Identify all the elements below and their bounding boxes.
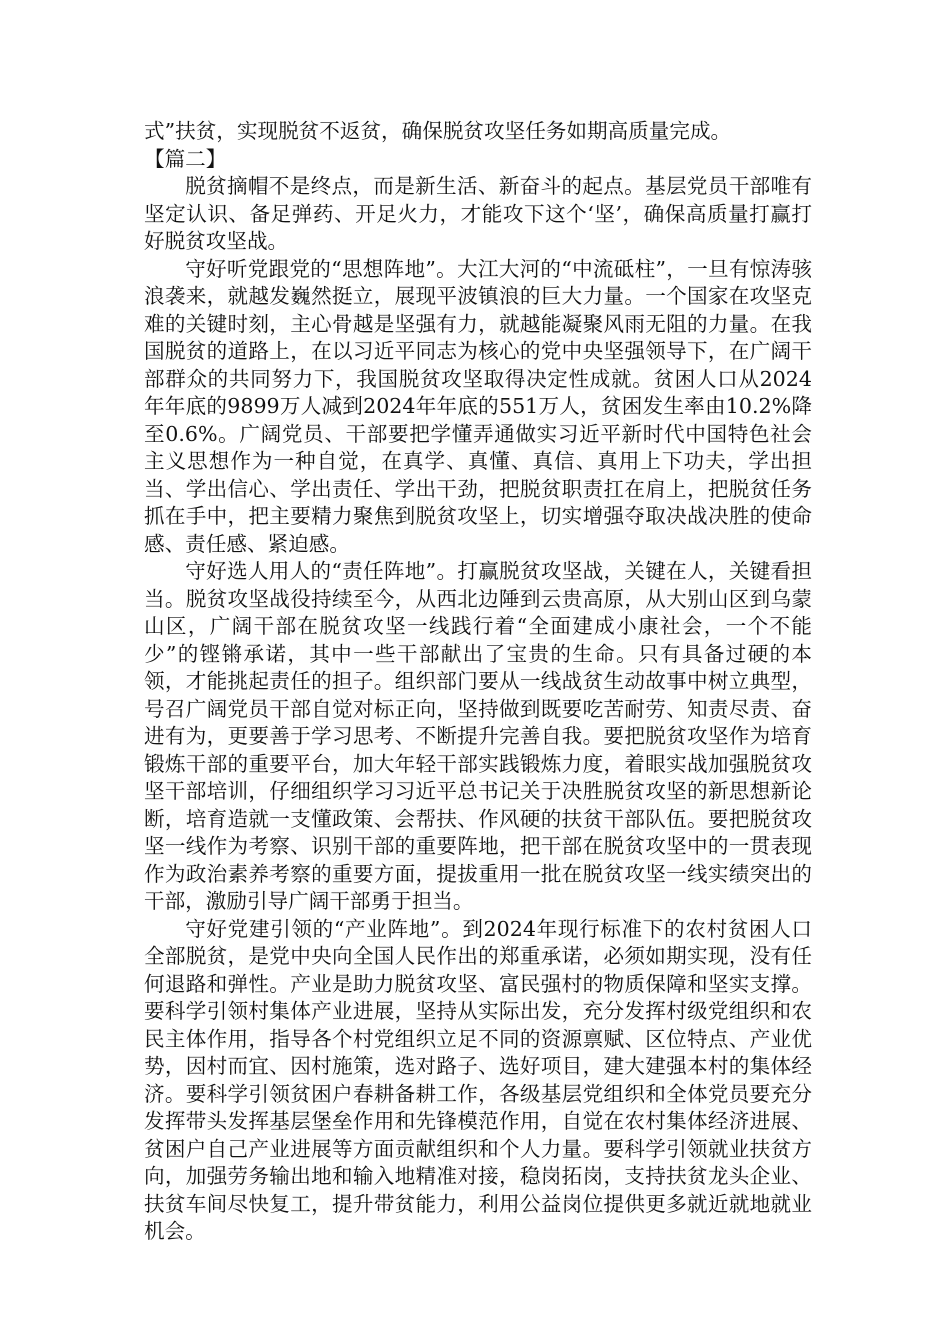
section-heading: 【篇二】 xyxy=(144,146,227,171)
continuation-paragraph: 式”扶贫，实现脱贫不返贫，确保脱贫攻坚任务如期高质量完成。 xyxy=(144,119,732,143)
body-paragraph: 脱贫摘帽不是终点，而是新生活、新奋斗的起点。基层党员干部唯有坚定认识、备足弹药、开足火力，才能攻下这个‘坚’，确保高质量打赢打好脱贫攻坚战。 xyxy=(144,174,812,253)
body-paragraph: 守好听党跟党的“思想阵地”。大江大河的“中流砥柱”，一旦有惊涛骇浪袭来，就越发巍然挺立，展现平波镇浪的巨大力量。一个国家在攻坚克难的关键时刻，主心骨越是坚强有力，就越能凝聚风雨无阻的力量。在我国脱贫的道路上，在以习近平同志为核心的党中央坚强领导下，在广阔干部群众的共同努力下，我国脱贫攻坚取得决定性成就。贫困人口从2024年年底的9899万人减到2024年年底的551万人，贫困发生率由10.2%降至0.6%。广阔党员、干部要把学懂弄通做实习近平新时代中国特色社会主义思想作为一种自觉，在真学、真懂、真信、真用上下功夫，学出担当、学出信心、学出责任、学出干劲，把脱贫职责扛在肩上，把脱贫任务抓在手中，把主要精力聚焦到脱贫攻坚上，切实增强夺取决战决胜的使命感、责任感、紧迫感。 xyxy=(144,256,812,556)
document-body xyxy=(144,118,812,1246)
body-paragraph: 守好党建引领的“产业阵地”。到2024年现行标准下的农村贫困人口全部脱贫，是党中央向全国人民作出的郑重承诺，必须如期实现，没有任何退路和弹性。产业是助力脱贫攻坚、富民强村的物质保障和坚实支撑。要科学引领村集体产业进展，坚持从实际出发，充分发挥村级党组织和农民主体作用，指导各个村党组织立足不同的资源禀赋、区位特点、产业优势，因村而宜、因村施策，选对路子、选好项目，建大建强本村的集体经济。要科学引领贫困户春耕备耕工作，各级基层党组织和全体党员要充分发挥带头发挥基层堡垒作用和先锋模范作用，自觉在农村集体经济进展、贫困户自己产业进展等方面贡献组织和个人力量。要科学引领就业扶贫方向，加强劳务输出地和输入地精准对接，稳岗拓岗，支持扶贫龙头企业、扶贫车间尽快复工，提升带贫能力，利用公益岗位提供更多就近就地就业机会。 xyxy=(144,916,812,1243)
body-paragraph: 守好选人用人的“责任阵地”。打赢脱贫攻坚战，关键在人，关键看担当。脱贫攻坚战役持续至今，从西北边陲到云贵高原，从大别山区到乌蒙山区，广阔干部在脱贫攻坚一线践行着“全面建成小康社会，一个不能少”的铿锵承诺，其中一些干部献出了宝贵的生命。只有具备过硬的本领，才能挑起责任的担子。组织部门要从一线战贫生动故事中树立典型，号召广阔党员干部自觉对标正向，坚持做到既要吃苦耐劳、知责尽责、奋进有为，更要善于学习思考、不断提升完善自我。要把脱贫攻坚作为培育锻炼干部的重要平台，加大年轻干部实践锻炼力度，着眼实战加强脱贫攻坚干部培训，仔细组织学习习近平总书记关于决胜脱贫攻坚的新思想新论断，培育造就一支懂政策、会帮扶、作风硬的扶贫干部队伍。要把脱贫攻坚一线作为考察、识别干部的重要阵地，把干部在脱贫攻坚中的一贯表现作为政治素养考察的重要方面，提拔重用一批在脱贫攻坚一线实绩突出的干部，激励引导广阔干部勇于担当。 xyxy=(144,559,812,913)
